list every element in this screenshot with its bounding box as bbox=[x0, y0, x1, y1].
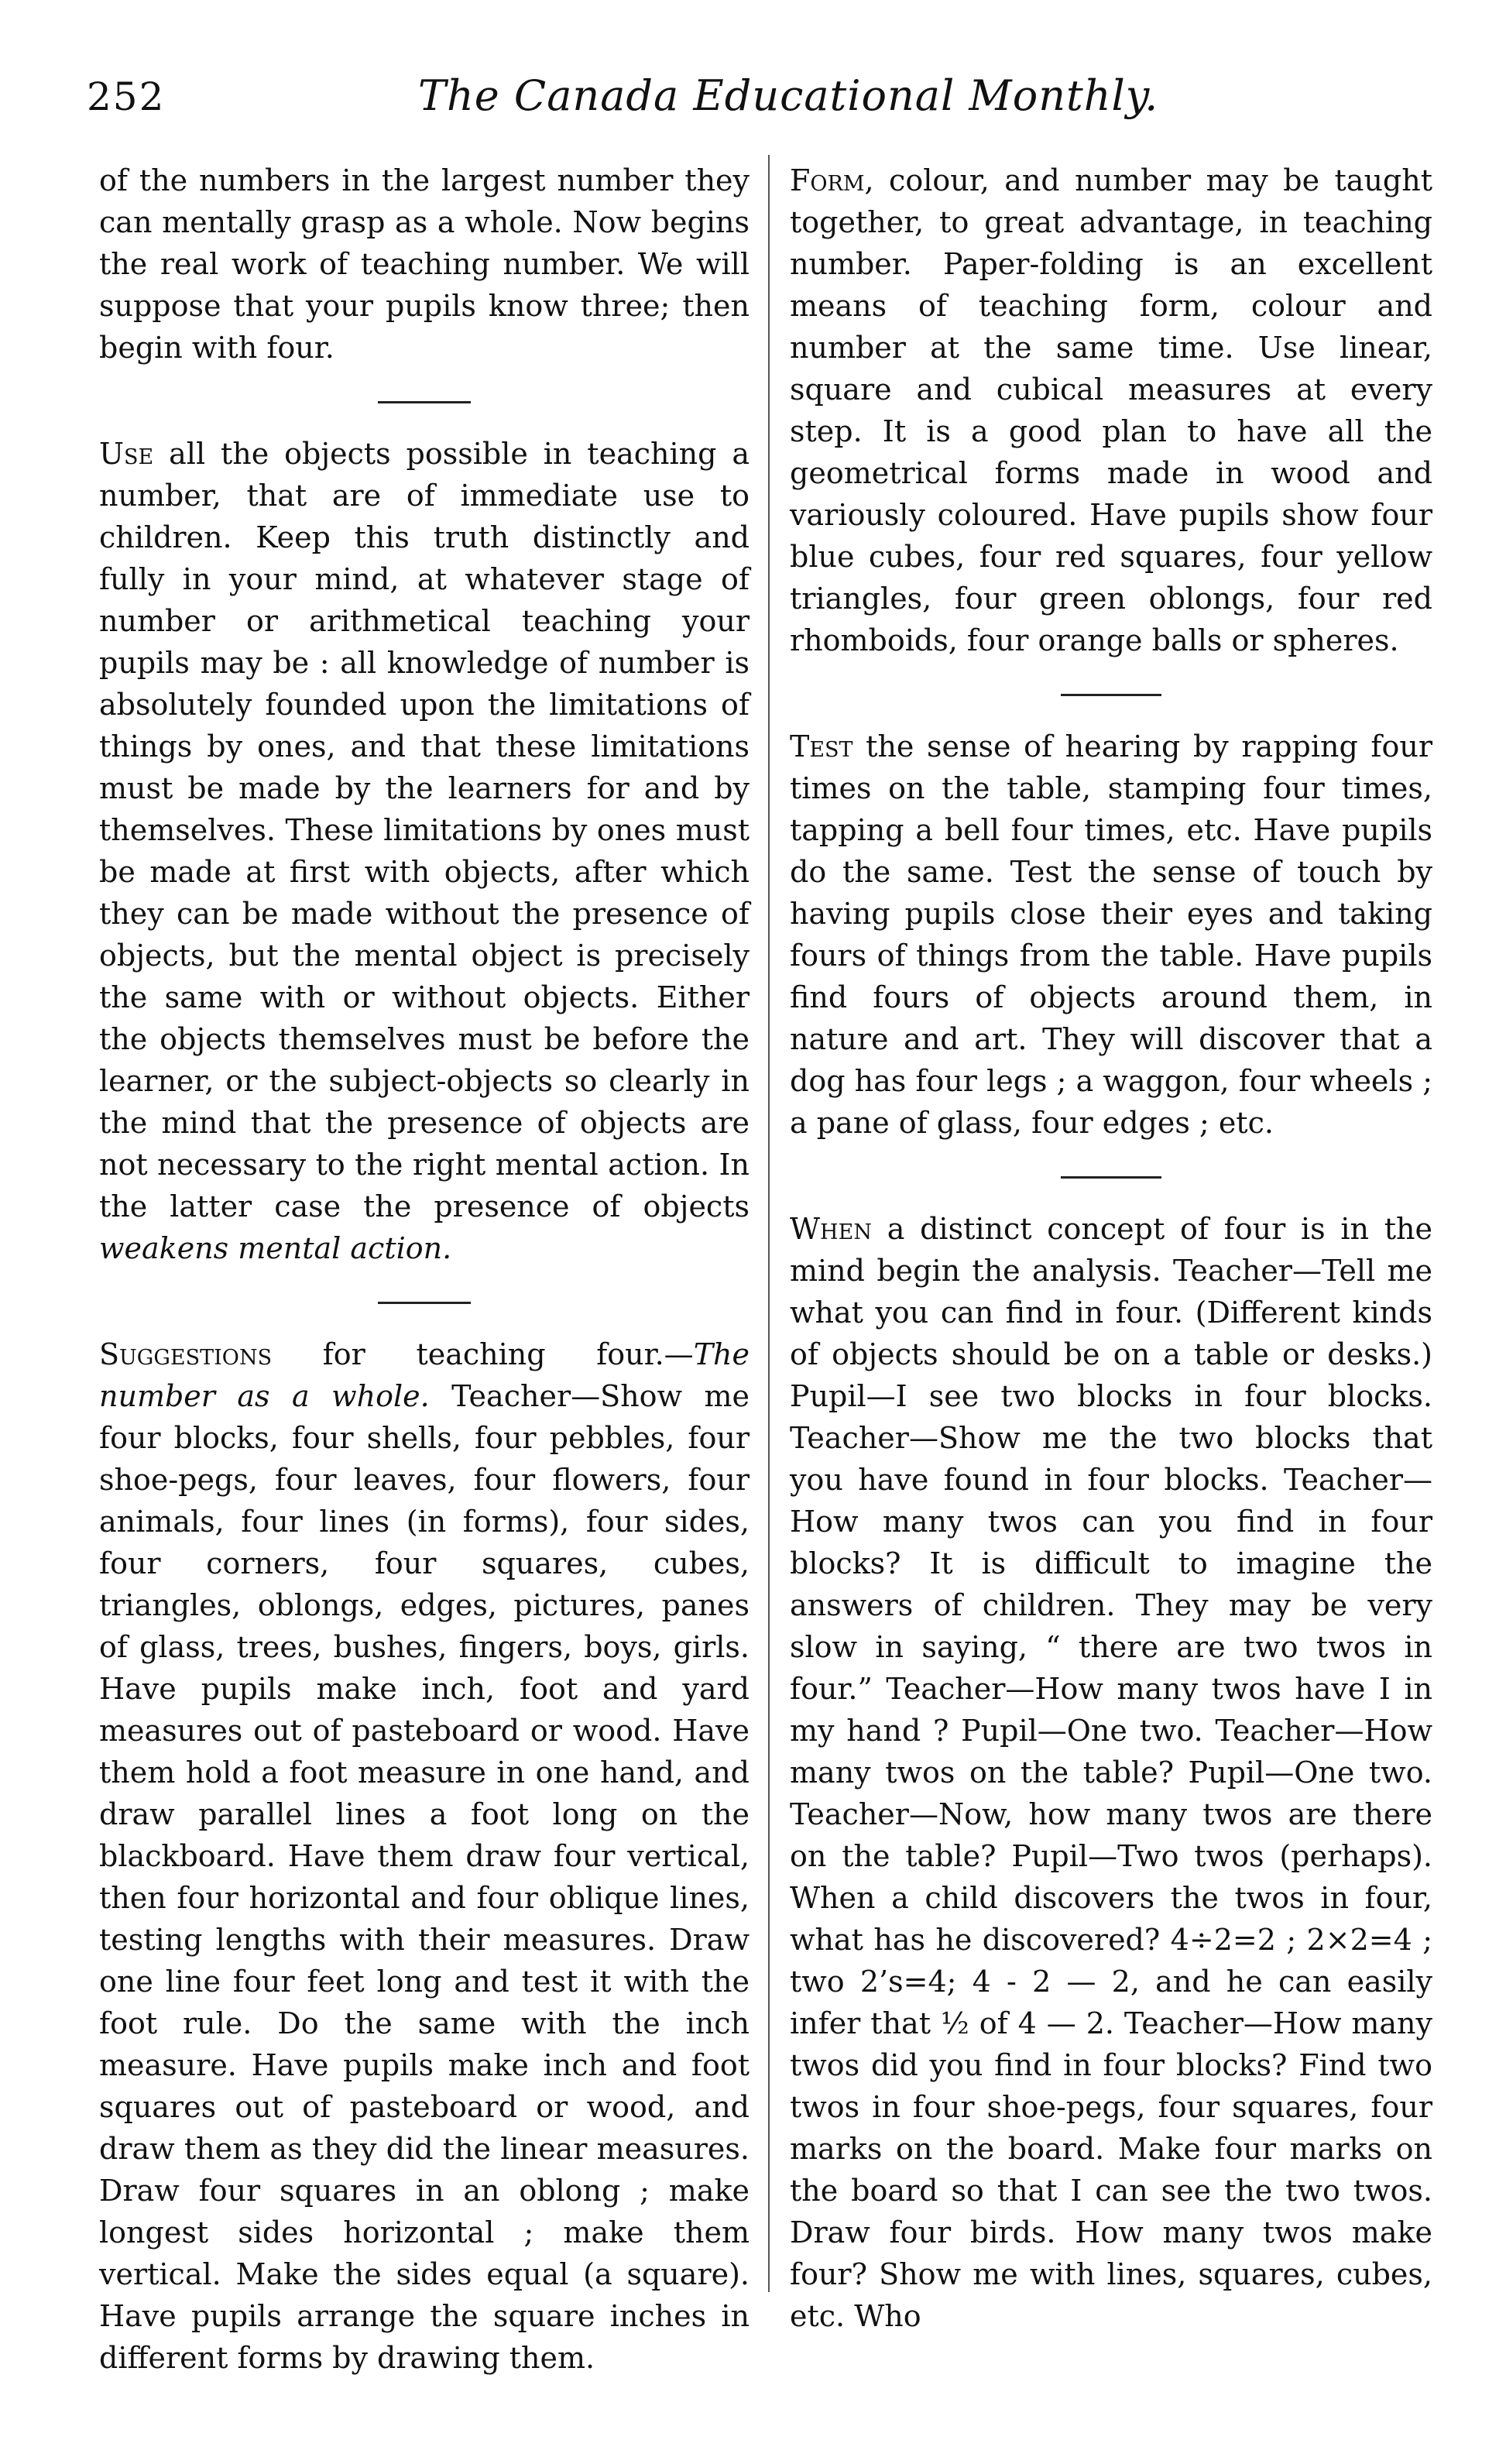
paragraph-body: Teacher—Show me four blocks, four shells, four pebbles, four shoe-pegs, four leaves, four flowers, four animals, four lines (in forms), four sides, four corners, four squares, cubes, triangles, oblongs, edges, pictures, panes of glass, trees, bushes, fingers, boys, girls. Have pupils make inch, foot and yard measures out of pasteboard or wood. Have them hold a foot measure in one hand, and draw parallel lines a foot long on the blackboard. Have them draw four vertical, then four horizontal and four oblique lines, testing lengths with their measures. Draw one line four feet long and test it with the foot rule. Do the same with the inch measure. Have pupils make inch and foot squares out of pasteboard or wood, and draw them as they did the linear measures. Draw four squares in an oblong ; make longest sides horizontal ; make them vertical. Make the sides equal (a square). Have pupils arrange the square inches in different forms by drawing them. bbox=[99, 1379, 750, 2375]
paragraph-lead-words: When bbox=[790, 1212, 872, 1246]
paragraph-suggestions bbox=[99, 1333, 750, 2379]
section-separator bbox=[378, 1302, 471, 1304]
paragraph-body: the sense of hearing by rapping four times on the table, stamping four times, tapping a bell four times, etc. Have pupils do the same. Test the sense of touch by having pupils close their eyes and taking fours of things from the table. Have pupils find fours of objects around them, in nature and art. They will discover that a dog has four legs ; a waggon, four wheels ; a pane of glass, four edges ; etc. bbox=[790, 729, 1432, 1140]
left-column bbox=[99, 160, 750, 2379]
paragraph-lead-words: Test bbox=[790, 729, 853, 764]
right-column bbox=[790, 160, 1432, 2337]
paragraph-body: a distinct concept of four is in the mind begin the analysis. Teacher—Tell me what you can find in four. (Different kinds of objects should be on a table or desks.) Pupil—I see two blocks in four blocks. Teacher—Show me the two blocks that you have found in four blocks. Teacher—How many twos can you find in four blocks? It is difficult to imagine the answers of children. They may be very slow in saying, “ there are two twos in four.” Teacher—How many twos have I in my hand ? Pupil—One two. Teacher—How many twos on the table? Pupil—One two. Teacher—Now, how many twos are there on the table? Pupil—Two twos (perhaps). When a child discovers the twos in four, what has he discovered? 4÷2=2 ; 2×2=4 ; two 2’s=4; 4 - 2 — 2, and he can easily infer that ½ of 4 — 2. Teacher—How many twos did you find in four blocks? Find two twos in four shoe-pegs, four squares, four marks on the board. Make four marks on the board so that I can see the two twos. Draw four birds. How many twos make four? Show me with lines, squares, cubes, etc. Who bbox=[790, 1212, 1432, 2333]
paragraph-form-colour bbox=[790, 160, 1432, 661]
page-number: 252 bbox=[87, 74, 166, 119]
paragraph-lead-words: Form bbox=[790, 163, 865, 197]
paragraph-continuation: of the numbers in the largest number they can mentally grasp as a whole. Now begins the real work of teaching number. We will suppose that your pupils know three; then begin with four. bbox=[99, 163, 750, 365]
running-head-title: The Canada Educational Monthly. bbox=[418, 71, 1159, 120]
paragraph-body-intro: for teaching four.— bbox=[272, 1337, 694, 1371]
paragraph-analysis bbox=[790, 1208, 1432, 2337]
paragraph-emphasis: The number as a whole. bbox=[99, 1337, 750, 1413]
paragraph-lead-words: Suggestions bbox=[99, 1337, 273, 1371]
paragraph-use-objects bbox=[99, 433, 750, 1269]
paragraph-lead-words: Use bbox=[99, 437, 154, 471]
paragraph-test-senses bbox=[790, 726, 1432, 1144]
paragraph-emphasis: weakens mental action. bbox=[99, 1231, 452, 1265]
section-separator bbox=[1061, 1176, 1161, 1179]
section-separator bbox=[1061, 694, 1161, 696]
section-separator bbox=[378, 401, 471, 403]
paragraph-body: all the objects possible in teaching a number, that are of immediate use to children. Keep this truth distinctly and fully in your mind, at whatever stage of number or arithmetical teaching your pupils may be : all knowledge of number is absolutely founded upon the limitations of things by ones, and that these limitations must be made by the learners for and by themselves. These limitations by ones must be made at first with objects, after which they can be made without the presence of objects, but the mental object is precisely the same with or without objects. Either the objects themselves must be before the learner, or the subject-objects so clearly in the mind that the presence of objects are not necessary to the right mental action. In the latter case the presence of objects bbox=[99, 437, 750, 1223]
paragraph-body: , colour, and number may be taught together, to great advantage, in teaching number. Paper-folding is an excellent means of teaching form, colour and number at the same time. Use linear, square and cubical measures at every step. It is a good plan to have all the geometrical forms made in wood and variously coloured. Have pupils show four blue cubes, four red squares, four yellow triangles, four green oblongs, four red rhomboids, four orange balls or spheres. bbox=[790, 163, 1432, 657]
column-divider bbox=[768, 155, 770, 2292]
